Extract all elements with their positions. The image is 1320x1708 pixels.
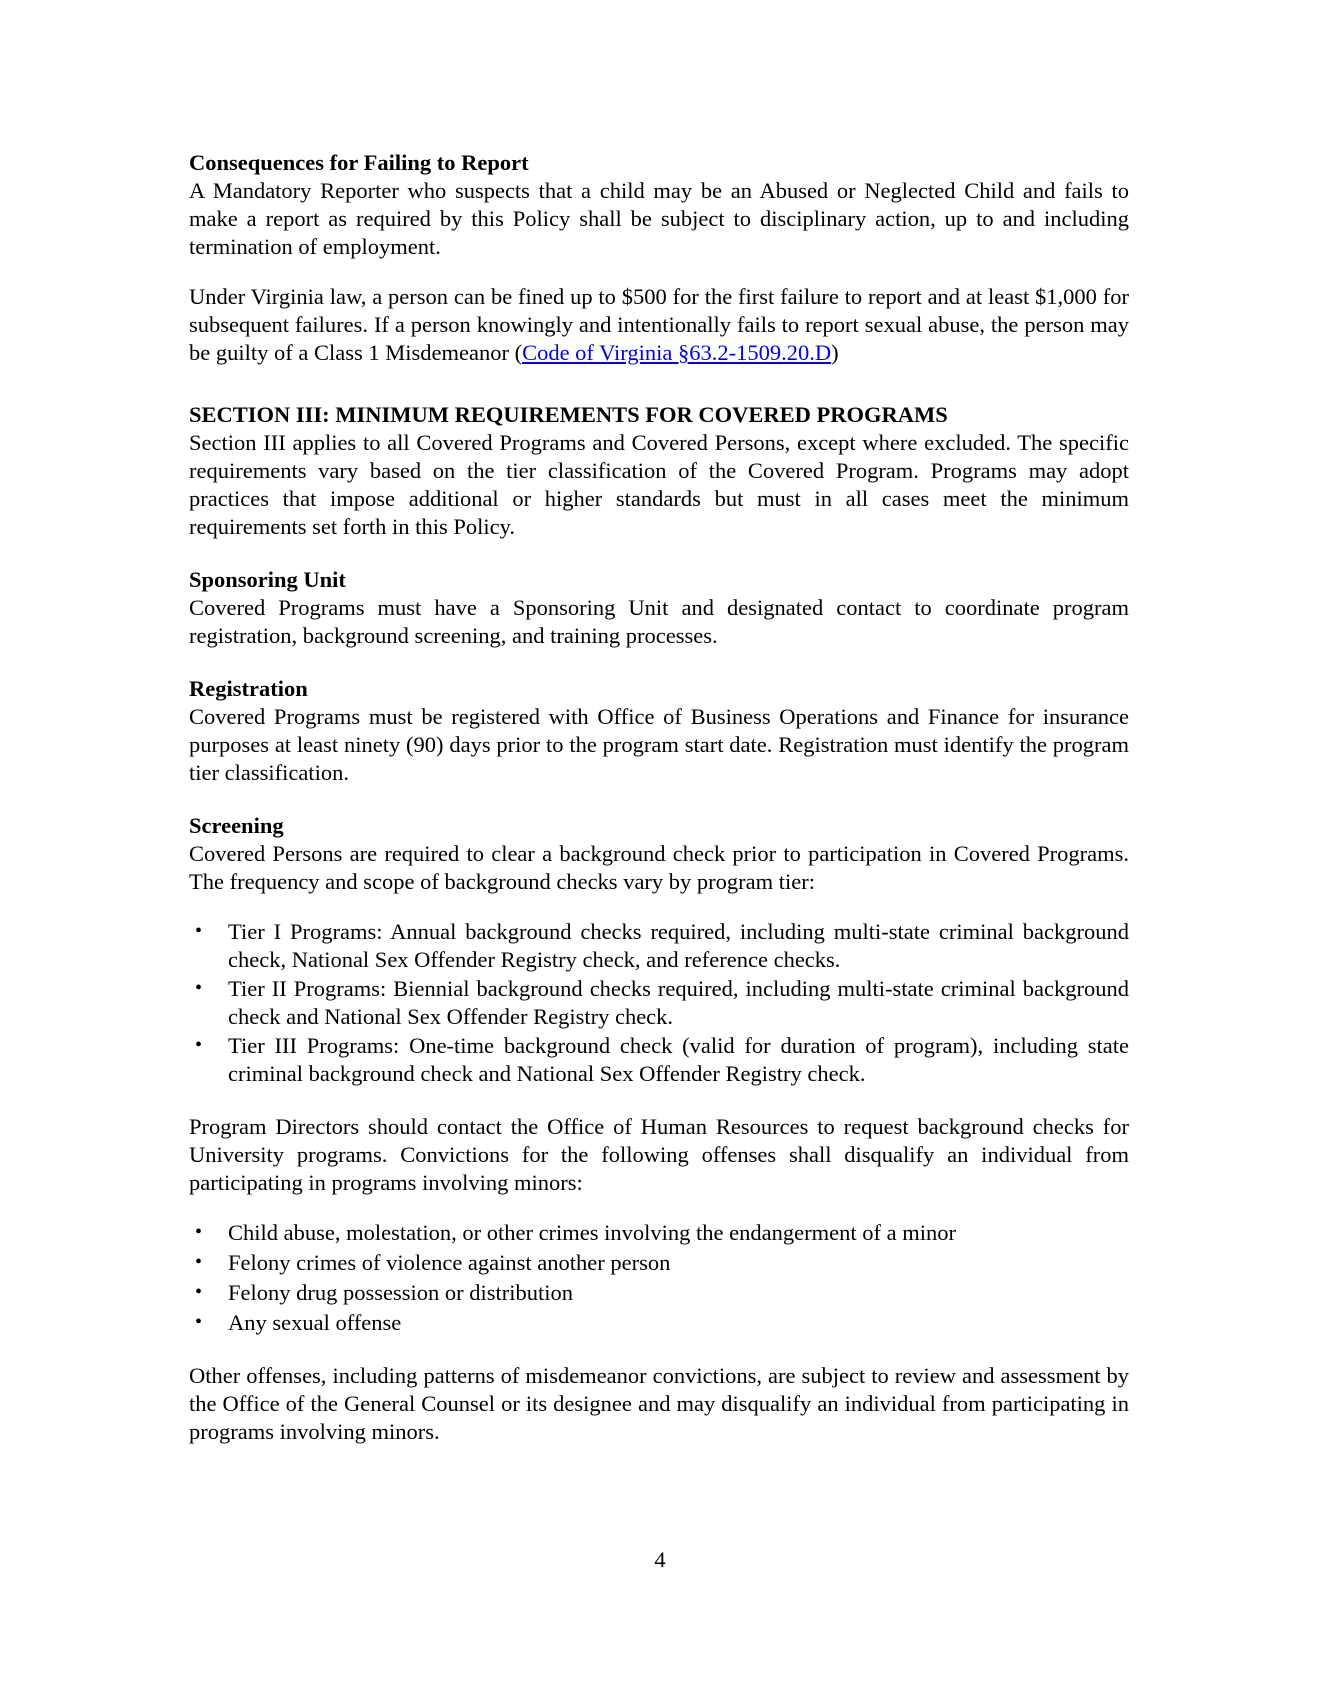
list-item-text: Child abuse, molestation, or other crimes involving the endangerment of a minor	[228, 1220, 956, 1245]
section-iii-minimum-requirements	[189, 401, 1129, 541]
paragraph: Section III applies to all Covered Programs and Covered Persons, except where excluded. The specific requirements vary based on the tier classification of the Covered Program. Programs may adopt practices that impose additional or higher standards but must in all cases meet the minimum requirements set forth in this Policy.	[189, 430, 1129, 539]
section-registration	[189, 675, 1129, 787]
list-item	[189, 975, 1129, 1031]
tier-bullet-list	[189, 918, 1129, 1088]
paragraph: Covered Programs must be registered with Office of Business Operations and Finance for insurance purposes at least ninety (90) days prior to the program start date. Registration must identify the program tier classification.	[189, 704, 1129, 785]
list-item-text: Tier I Programs: Annual background checks required, including multi-state criminal background check, National Sex Offender Registry check, and reference checks.	[228, 919, 1129, 972]
bullet-icon: •	[195, 1221, 203, 1243]
list-item-text: Felony drug possession or distribution	[228, 1280, 574, 1305]
section-screening	[189, 812, 1129, 1446]
bullet-icon: •	[195, 1281, 203, 1303]
code-of-virginia-link[interactable]: Code of Virginia §63.2-1509.20.D	[522, 340, 832, 365]
list-item-text: Tier III Programs: One-time background check (valid for duration of program), including state criminal background check and National Sex Offender Registry check.	[228, 1033, 1129, 1086]
offense-bullet-list	[189, 1219, 1129, 1337]
paragraph: Other offenses, including patterns of misdemeanor convictions, are subject to review and assessment by the Office of the General Counsel or its designee and may disqualify an individual from participating in programs involving minors.	[189, 1363, 1129, 1444]
paragraph: A Mandatory Reporter who suspects that a child may be an Abused or Neglected Child and fails to make a report as required by this Policy shall be subject to disciplinary action, up to and including termination of employment.	[189, 178, 1129, 259]
bullet-icon: •	[195, 977, 203, 999]
section-heading: Sponsoring Unit	[189, 567, 346, 592]
list-item	[189, 1249, 1129, 1277]
bullet-icon: •	[195, 1311, 203, 1333]
bullet-icon: •	[195, 1034, 203, 1056]
paragraph-with-link	[189, 283, 1129, 367]
section-heading: Consequences for Failing to Report	[189, 150, 529, 175]
link-paragraph-post-text: )	[831, 340, 839, 365]
list-item	[189, 1032, 1129, 1088]
list-item-text: Felony crimes of violence against another person	[228, 1250, 671, 1275]
document-content	[189, 149, 1129, 1446]
list-item-text: Tier II Programs: Biennial background checks required, including multi-state criminal background check and National Sex Offender Registry check.	[228, 976, 1129, 1029]
page-number: 4	[654, 1547, 666, 1572]
section-heading: Screening	[189, 813, 284, 838]
list-item	[189, 1219, 1129, 1247]
section-heading: Registration	[189, 676, 308, 701]
paragraph: Covered Programs must have a Sponsoring Unit and designated contact to coordinate program registration, background screening, and training processes.	[189, 595, 1129, 648]
section-consequences-for-failing-to-report	[189, 149, 1129, 367]
list-item-text: Any sexual offense	[228, 1310, 402, 1335]
list-item	[189, 1279, 1129, 1307]
bullet-icon: •	[195, 920, 203, 942]
bullet-icon: •	[195, 1251, 203, 1273]
paragraph: Covered Persons are required to clear a background check prior to participation in Covered Programs. The frequency and scope of background checks vary by program tier:	[189, 841, 1129, 894]
list-item	[189, 918, 1129, 974]
section-sponsoring-unit	[189, 566, 1129, 650]
paragraph: Program Directors should contact the Office of Human Resources to request background checks for University programs. Convictions for the following offenses shall disqualify an individual from participating in programs involving minors:	[189, 1114, 1129, 1195]
link-paragraph-pre-text: Under Virginia law, a person can be fined up to $500 for the first failure to report and at least $1,000 for subsequent failures. If a person knowingly and intentionally fails to report sexual abuse, the person may be guilty of a Class 1 Misdemeanor (	[189, 284, 1129, 365]
section-heading: SECTION III: MINIMUM REQUIREMENTS FOR COVERED PROGRAMS	[189, 402, 948, 427]
list-item	[189, 1309, 1129, 1337]
